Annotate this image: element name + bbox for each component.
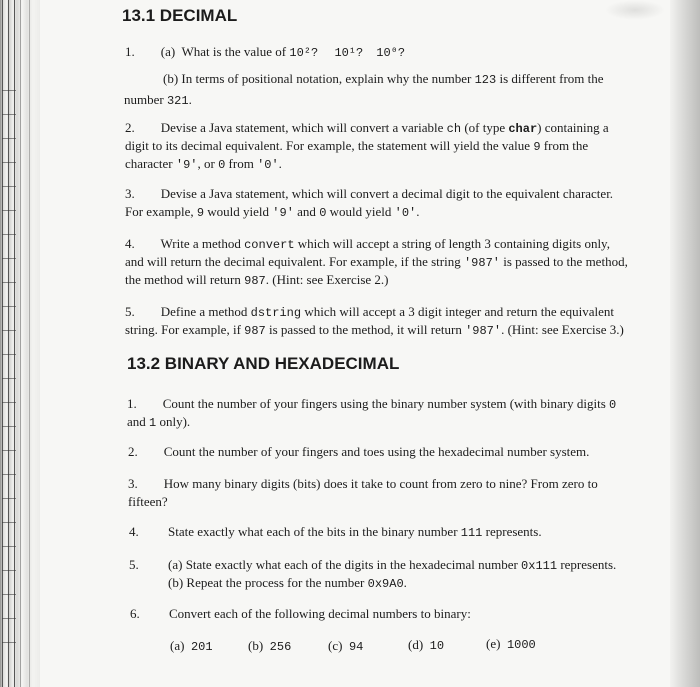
binary-question-1-line2: and 1 only). xyxy=(127,414,191,430)
binary-question-5b: (b) Repeat the process for the number 0x9A0. xyxy=(168,575,407,591)
binary-question-5a: 5. (a) State exactly what each of the digits in the hexadecimal number 0x111 represents. xyxy=(129,557,617,573)
binary-question-3: 3. How many binary digits (bits) does it take to count from zero to nine? From zero to xyxy=(128,476,598,491)
binary-question-1: 1. Count the number of your fingers using the binary number system (with binary digits 0 xyxy=(127,396,617,412)
question-2-line3: character '9', or 0 from '0'. xyxy=(125,156,282,172)
section-heading-decimal: 13.1 DECIMAL xyxy=(122,6,238,25)
question-5-line2: string. For example, if 987 is passed to the method, it will return '987'. (Hint: see Exercise 3.) xyxy=(125,322,624,338)
question-4: 4. Write a method convert which will accept a string of length 3 containing digits only, xyxy=(125,236,610,252)
binary-question-6-item-e: (e) 1000 xyxy=(486,636,536,652)
question-3: 3. Devise a Java statement, which will convert a decimal digit to the equivalent character. xyxy=(125,186,614,201)
page-edge xyxy=(670,0,700,687)
question-5: 5. Define a method dstring which will accept a 3 digit integer and return the equivalent xyxy=(125,304,615,320)
question-1b: (b) In terms of positional notation, explain why the number 123 is different from the xyxy=(163,71,604,87)
binary-question-3-line2: fifteen? xyxy=(128,494,168,509)
scan-smudge xyxy=(605,0,665,20)
binary-question-2: 2. Count the number of your fingers and toes using the hexadecimal number system. xyxy=(128,444,590,459)
binary-question-4: 4. State exactly what each of the bits in the binary number 111 represents. xyxy=(129,524,542,540)
question-3-line2: For example, 9 would yield '9' and 0 would yield '0'. xyxy=(125,204,420,220)
question-4-line2: and will return the decimal equivalent. For example, if the string '987' is passed to the method, xyxy=(125,254,628,270)
book-binding xyxy=(0,0,40,687)
question-4-line3: the method will return 987. (Hint: see Exercise 2.) xyxy=(125,272,389,288)
question-1a: 1. (a) What is the value of 10²? 10¹? 10⁰? xyxy=(125,44,406,60)
section-heading-binary: 13.2 BINARY AND HEXADECIMAL xyxy=(127,354,400,373)
document-page xyxy=(40,0,670,687)
question-1b-line2: number 321. xyxy=(124,92,192,108)
binary-question-6-item-d: (d) 10 xyxy=(408,637,445,653)
question-2: 2. Devise a Java statement, which will convert a variable ch (of type char) containing a xyxy=(125,120,609,136)
binary-question-6: 6. Convert each of the following decimal numbers to binary: xyxy=(130,606,471,621)
binary-question-6-item-c: (c) 94 xyxy=(328,638,364,654)
binary-question-6-item-a: (a) 201 xyxy=(170,638,213,654)
question-2-line2: digit to its decimal equivalent. For example, the statement will yield the value 9 from the xyxy=(125,138,589,154)
binary-question-6-item-b: (b) 256 xyxy=(248,638,292,654)
